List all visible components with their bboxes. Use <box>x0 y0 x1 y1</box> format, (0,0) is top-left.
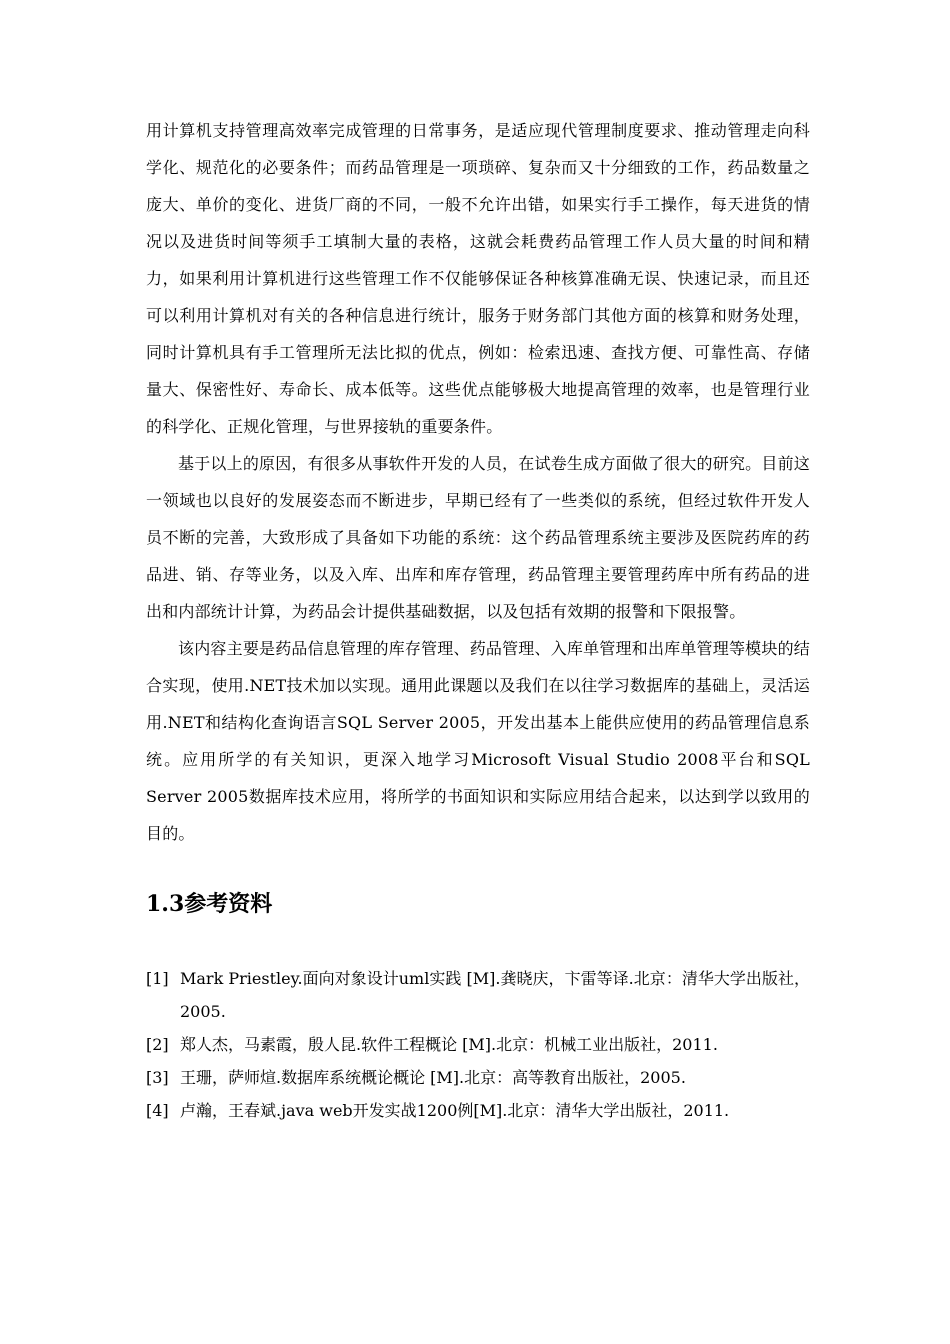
reference-text: Mark Priestley.面向对象设计uml实践 [M].龚晓庆，卞雷等译.北京：清华大学出版社，2005. <box>180 969 810 1021</box>
body-paragraph-3: 该内容主要是药品信息管理的库存管理、药品管理、入库单管理和出库单管理等模块的结合实现，使用.NET技术加以实现。通用此课题以及我们在以往学习数据库的基础上，灵活运用.NET和结构化查询语言SQL Server 2005，开发出基本上能供应使用的药品管理信息系统。应用所学的有关知识，更深入地学习Microsoft Visual Studio 2008平台和SQL Server 2005数据库技术应用，将所学的书面知识和实际应用结合起来，以达到学以致用的目的。 <box>146 639 810 843</box>
reference-number: [2] <box>146 1035 169 1054</box>
reference-number: [1] <box>146 969 169 988</box>
section-heading: 1.3参考资料 <box>146 891 273 917</box>
reference-item <box>146 1061 810 1094</box>
reference-text: 卢瀚，王春斌.java web开发实战1200例[M].北京：清华大学出版社，2011. <box>180 1101 730 1120</box>
reference-text: 王珊，萨师煊.数据库系统概论概论 [M].北京：高等教育出版社，2005. <box>180 1068 686 1087</box>
body-paragraph-1: 用计算机支持管理高效率完成管理的日常事务，是适应现代管理制度要求、推动管理走向科学化、规范化的必要条件；而药品管理是一项琐碎、复杂而又十分细致的工作，药品数量之庞大、单价的变化、进货厂商的不同，一般不允许出错，如果实行手工操作，每天进货的情况以及进货时间等须手工填制大量的表格，这就会耗费药品管理工作人员大量的时间和精力，如果利用计算机进行这些管理工作不仅能够保证各种核算准确无误、快速记录，而且还可以利用计算机对有关的各种信息进行统计，服务于财务部门其他方面的核算和财务处理，同时计算机具有手工管理所无法比拟的优点，例如：检索迅速、查找方便、可靠性高、存储量大、保密性好、寿命长、成本低等。这些优点能够极大地提高管理的效率，也是管理行业的科学化、正规化管理，与世界接轨的重要条件。 <box>146 121 810 436</box>
reference-item <box>146 1094 810 1127</box>
reference-number: [3] <box>146 1068 169 1087</box>
reference-number: [4] <box>146 1101 169 1120</box>
body-paragraph-2: 基于以上的原因，有很多从事软件开发的人员，在试卷生成方面做了很大的研究。目前这一领域也以良好的发展姿态而不断进步，早期已经有了一些类似的系统，但经过软件开发人员不断的完善，大致形成了具备如下功能的系统：这个药品管理系统主要涉及医院药库的药品进、销、存等业务，以及入库、出库和库存管理，药品管理主要管理药库中所有药品的进出和内部统计计算，为药品会计提供基础数据，以及包括有效期的报警和下限报警。 <box>146 454 810 621</box>
document-page <box>146 112 810 1127</box>
reference-item <box>146 962 810 1028</box>
reference-item <box>146 1028 810 1061</box>
reference-list <box>146 962 810 1127</box>
reference-text: 郑人杰，马素霞，殷人昆.软件工程概论 [M].北京：机械工业出版社，2011. <box>180 1035 718 1054</box>
